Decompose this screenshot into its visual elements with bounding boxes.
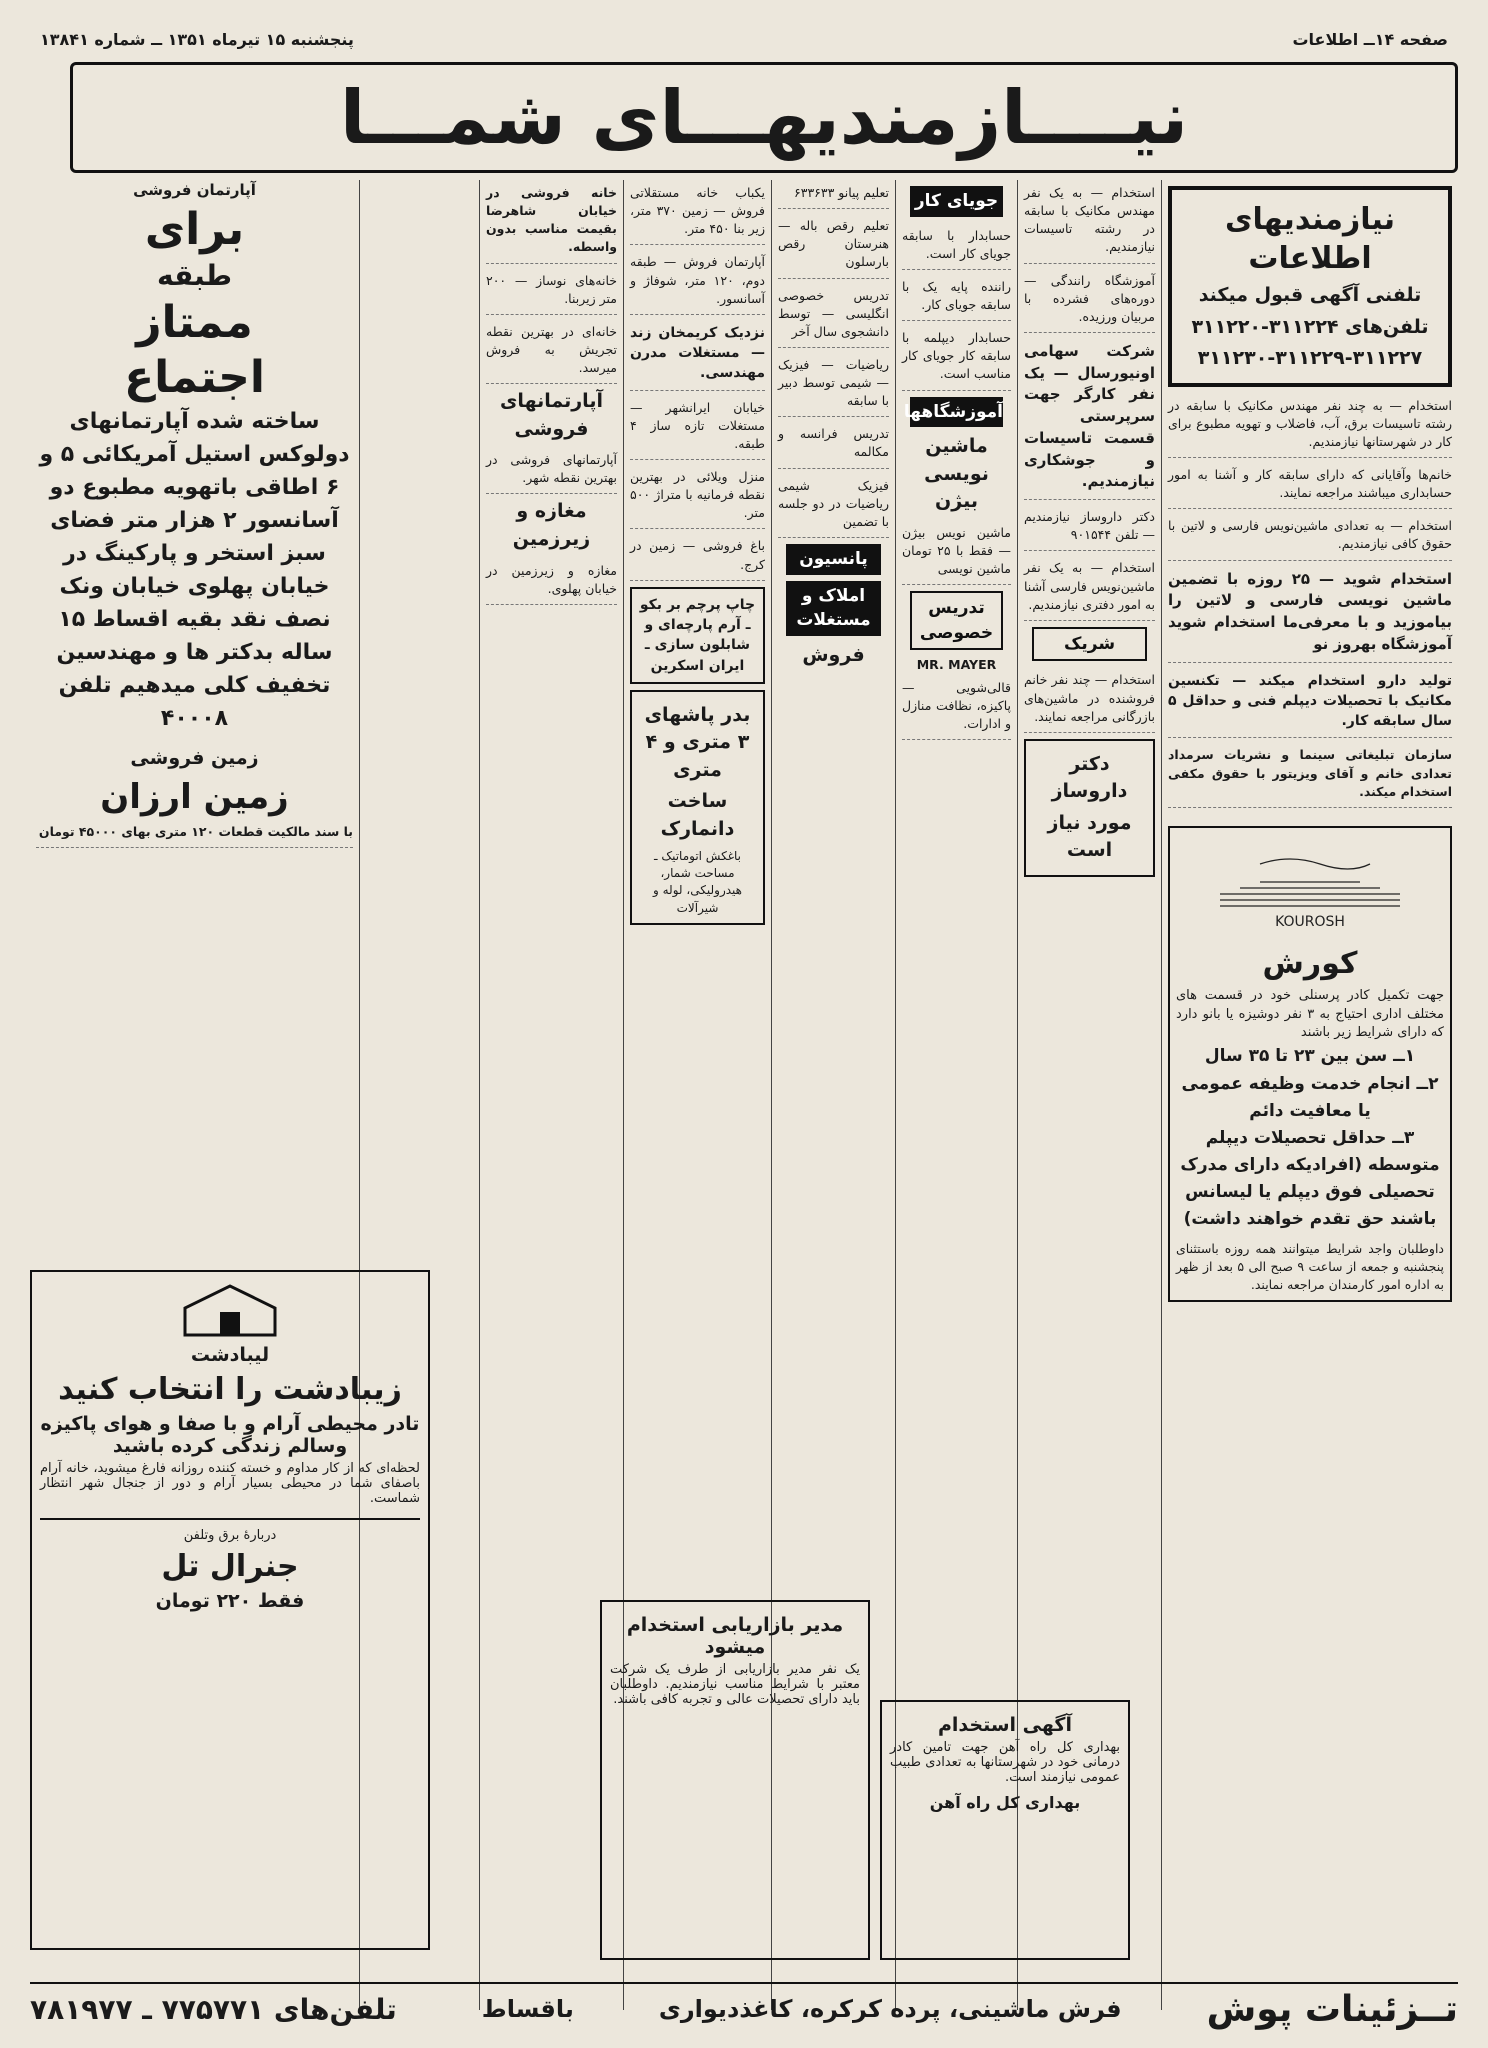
classified-ad: دکتر داروساز نیازمندیم — تلفن ۹۰۱۵۴۴ [1024, 504, 1155, 551]
school-name: ماشین نویسی بیژن [924, 435, 989, 513]
classified-ad: تدریس فرانسه و مکالمه [778, 421, 889, 468]
classified-ad: ریاضیات — فیزیک — شیمی توسط دبیر با سابقه [778, 352, 889, 417]
classified-ad: نزدیک کریمخان زند — مستغلات مدرن مهندسی. [630, 319, 765, 391]
issue-date: پنجشنبه ۱۵ تیرماه ۱۳۵۱ ــ شماره ۱۳۸۴۱ [40, 30, 354, 49]
marketing-manager-ad [600, 1600, 870, 1960]
banner-title: نیــــازمندیهـــای شمـــا [339, 74, 1189, 161]
category-pension: پانسیون [786, 544, 881, 575]
zibadasht-sub: تادر محیطی آرام و با صفا و هوای پاکیزه وسالم زندگی کرده باشید [40, 1413, 420, 1457]
kourosh-ad [1168, 826, 1452, 1302]
classified-ad: آموزشگاه رانندگی — دوره‌های فشرده با مربیان ورزیده. [1024, 268, 1155, 333]
classified-ad: حسابدار با سابقه جویای کار است. [902, 223, 1011, 270]
general-tel-line: دربارهٔ برق وتلفن [183, 1528, 277, 1543]
general-tel-price: فقط ۲۲۰ تومان [155, 1590, 305, 1612]
classified-ad: یکباب خانه مستقلاتی فروش — زمین ۳۷۰ متر، زیر بنا ۴۵۰ متر. [630, 180, 765, 245]
apartments-sale-heading: آپارتمانهای فروشی [500, 390, 603, 440]
category-real-estate: املاک و مستغلات [786, 581, 881, 636]
ads-box-title: نیازمندیهای اطلاعات [1224, 202, 1396, 276]
classified-ad: فیزیک شیمی ریاضیات در دو جلسه با تضمین [778, 473, 889, 538]
classified-ad: استخدام شوید — ۲۵ روزه با تضمین ماشین نویسی فارسی و لاتین را بیاموزید و با معرفی‌ما استخدام شوید آموزشگاه بهروز نو [1168, 565, 1452, 663]
classified-ad: منزل ویلائی در بهترین نقطه فرمانیه با متراژ ۵۰۰ متر. [630, 464, 765, 529]
kourosh-req-1: ۱ــ سن بین ۲۳ تا ۳۵ سال [1204, 1046, 1416, 1067]
classified-ad: راننده پایه یک با سابقه جویای کار. [902, 274, 1011, 321]
tutor-mr-mayer: MR. MAYER [916, 657, 997, 673]
category-schools: آموزشگاهها [910, 397, 1003, 428]
kourosh-intro: جهت تکمیل کادر پرسنلی خود در قسمت های مختلف اداری احتیاج به ۳ نفر دوشیزه یا بانو دارد که دارای شرایط زیر باشند [1176, 987, 1445, 1041]
footer-items: فرش ماشینی، پرده کرکره، کاغذدیواری [658, 1995, 1122, 2023]
kourosh-req-3: ۳ــ حداقل تحصیلات دیپلم متوسطه (افرادیکه دارای مدرک تحصیلی فوق دیپلم یا لیسانس باشند حق تقدم خواهند داشت) [1180, 1127, 1440, 1230]
classified-ad: خانه فروشی در خیابان شاهرضا بقیمت مناسب بدون واسطه. [486, 180, 617, 264]
land-sale-label: زمین فروشی [130, 746, 259, 769]
sprinkler-title: بدر پاشهای ۳ متری و ۴ متری [644, 703, 751, 781]
classified-ad: مغازه و زیرزمین در خیابان پهلوی. [486, 558, 617, 605]
printing-ad: چاپ پرچم بر بکو ـ آرم پارچه‌ای و شابلون سازی ـ ایران اسکرین [630, 587, 765, 684]
kourosh-logo-icon [1200, 844, 1420, 934]
classified-ad: استخدام — به یک نفر ماشین‌نویس فارسی آشنا به امور دفتری نیازمندیم. [1024, 555, 1155, 620]
apartment-body: ساخته شده آپارتمانهای دولوکس استیل آمریکائی ۵ و ۶ اطاقی باتهویه مطبوع دو آسانسور ۲ هزار متر فضای سبز استخر و پارکینگ در خیابان پهلوی خیابان ونک نصف نقد بقیه اقساط ۱۵ ساله بدکتر ها و مهندسین تخفیف کلی میدهیم تلفن ۴۰۰۰۸ [39, 408, 350, 731]
page-number: صفحه ۱۴ــ اطلاعات [1292, 30, 1448, 49]
classified-ad: تعلیم رقص باله — هنرستان رقص بارسلون [778, 213, 889, 278]
classified-ad: استخدام — به تعدادی ماشین‌نویس فارسی و لاتین با حقوق کافی نیازمندیم. [1168, 513, 1452, 560]
classified-ad: تولید دارو استخدام میکند — تکنسین مکانیک با تحصیلات دیپلم فنی و حداقل ۵ سال سابقه کار. [1168, 667, 1452, 739]
big-text: برای [144, 203, 245, 255]
ettelaat-ads-box [1168, 186, 1452, 387]
classified-ad: تدریس خصوصی انگلیسی — توسط دانشجوی سال آخر [778, 283, 889, 348]
kourosh-closing: داوطلبان واجد شرایط میتوانند همه روزه باستثنای پنجشنبه و جمعه از ساعت ۹ صبح الی ۵ بعد از ظهر به اداره امور کارمندان مراجعه نمایند. [1176, 1240, 1444, 1292]
category-partner: شریک [1032, 627, 1147, 662]
apartment-label: آپارتمان فروشی [133, 181, 256, 199]
pharmacist-ad [1024, 739, 1155, 877]
classified-ad: خانم‌ها وآقایانی که دارای سابقه کار و آشنا به امور حسابداری میباشند مراجعه نمایند. [1168, 462, 1452, 509]
railway-sign: بهداری کل راه آهن [929, 1793, 1081, 1812]
classified-ad: آپارتمان فروش — طبقه دوم، ۱۲۰ متر، شوفاژ و آسانسور. [630, 249, 765, 314]
zibadasht-ad [30, 1270, 430, 1950]
land-cheap-title: زمین ارزان [100, 777, 289, 818]
ads-box-phones-2: ۳۱۱۲۳۰-۳۱۱۲۲۹-۳۱۱۲۲۷ [1197, 347, 1423, 370]
classified-ad: استخدام — چند نفر خانم فروشنده در ماشین‌های بازرگانی مراجعه نمایند. [1024, 667, 1155, 732]
marketing-body: یک نفر مدیر بازاریابی از طرف یک شرکت معتبر با شرایط مناسب نیازمندیم. داوطلبان باید دارای تحصیلات عالی و تجربه کافی باشند. [610, 1662, 860, 1707]
classified-ad: قالی‌شویی — پاکیزه، نظافت منازل و ادارات. [902, 675, 1011, 740]
ads-box-subtitle: تلفنی آگهی قبول میکند [1198, 284, 1422, 306]
kourosh-name: کورش [1262, 945, 1358, 981]
big-text: طبقه [157, 258, 232, 292]
land-body: با سند مالکیت قطعات ۱۲۰ متری بهای ۴۵۰۰۰ تومان [36, 819, 353, 848]
zibadasht-brand: لیبادشت [190, 1344, 270, 1366]
classified-ad: خانه‌ای در بهترین نقطه تجریش به فروش میرسد. [486, 319, 617, 384]
classified-ad: حسابدار دیپلمه با سابقه کار جویای کار مناسب است. [902, 325, 1011, 390]
sprinkler-ad [630, 690, 765, 925]
classified-ad: باغ فروشی — زمین در کرج. [630, 533, 765, 580]
big-text: اجتماع [124, 351, 265, 403]
general-tel-ad [40, 1518, 420, 1612]
shop-heading: مغازه و زیرزمین [512, 500, 591, 551]
ads-box-phones-1: تلفن‌های ۳۱۱۲۲۴-۳۱۱۲۲۰ [1191, 315, 1429, 338]
classified-ad: تعلیم پیانو ۶۳۳۶۳۳ [778, 180, 889, 209]
classified-ad: ماشین نویس بیژن — فقط با ۲۵ تومان ماشین نویسی [902, 520, 1011, 585]
category-job-seekers: جویای کار [910, 186, 1003, 217]
sprinkler-body: باغکش اتوماتیک ـ مساحت شمار، هیدرولیکی، لوله و شیرآلات [653, 848, 742, 915]
footer-phones: تلفن‌های ۷۷۵۷۷۱ ـ ۷۸۱۹۷۷ [30, 1992, 397, 2026]
sprinkler-origin: ساخت دانمارک [660, 790, 735, 841]
classified-ad: آپارتمانهای فروشی در بهترین نقطه شهر. [486, 447, 617, 494]
category-private-tutoring: تدریس خصوصی [910, 591, 1003, 650]
pharmacist-title: دکتر داروساز [1051, 752, 1128, 803]
classified-ad: خیابان ایرانشهر — مستغلات تازه ساز ۴ طبقه. [630, 395, 765, 460]
classified-ad: سازمان تبلیغاتی سینما و نشریات سرمداد تعدادی خانم و آقای ویزیتور با حقوق مکفی استخدام میکند. [1168, 742, 1452, 807]
big-text: ممتاز [136, 296, 253, 348]
railway-body: بهداری کل راه آهن جهت تامین کادر درمانی خود در شهرستانها به تعدادی طبیب عمومی نیازمند است. [890, 1740, 1120, 1785]
railway-notice-ad [880, 1700, 1130, 1960]
footer-ad [30, 1982, 1458, 2034]
railway-title: آگهی استخدام [937, 1714, 1072, 1736]
column-1 [1162, 180, 1458, 2010]
classified-ad: استخدام — به چند نفر مهندس مکانیک با سابقه در رشته تاسیسات برق، آب، فاضلاب و تهویه مطبوع برای کار در شهرستانها نیازمندیم. [1168, 393, 1452, 458]
page-header [40, 30, 1448, 52]
house-logo-icon [175, 1280, 285, 1340]
section-banner [70, 62, 1458, 173]
marketing-title: مدیر بازاریابی استخدام میشود [626, 1614, 844, 1658]
classified-ad: استخدام — به یک نفر مهندس مکانیک با سابقه در رشته تاسیسات نیازمندیم. [1024, 180, 1155, 264]
pharmacist-sub: مورد نیاز است [1047, 811, 1132, 862]
general-tel-brand: جنرال تل [161, 1549, 299, 1584]
footer-terms: باقساط [481, 1995, 574, 2023]
classified-ad: شرکت سهامی اونیورسال — یک نفر کارگر جهت سرپرستی قسمت تاسیسات و جوشکاری نیازمندیم. [1024, 337, 1155, 500]
classified-ad: خانه‌های نوساز — ۲۰۰ متر زیربنا. [486, 268, 617, 315]
footer-brand: تــزئینات پوش [1206, 1988, 1458, 2030]
zibadasht-headline: زیبادشت را انتخاب کنید [58, 1372, 402, 1407]
zibadasht-body: لحظه‌ای که از کار مداوم و خسته کننده روزانه فارغ میشوید، خانه آرام باصفای شما در محیطی بسیار آرام و دور از جنجال شهر انتظار شماست. [40, 1461, 420, 1506]
kourosh-req-2: ۲ــ انجام خدمت وظیفه عمومی یا معافیت دائم [1181, 1073, 1439, 1121]
sale-heading: فروش [802, 643, 865, 666]
svg-text:KOUROSH: KOUROSH [1275, 913, 1345, 930]
